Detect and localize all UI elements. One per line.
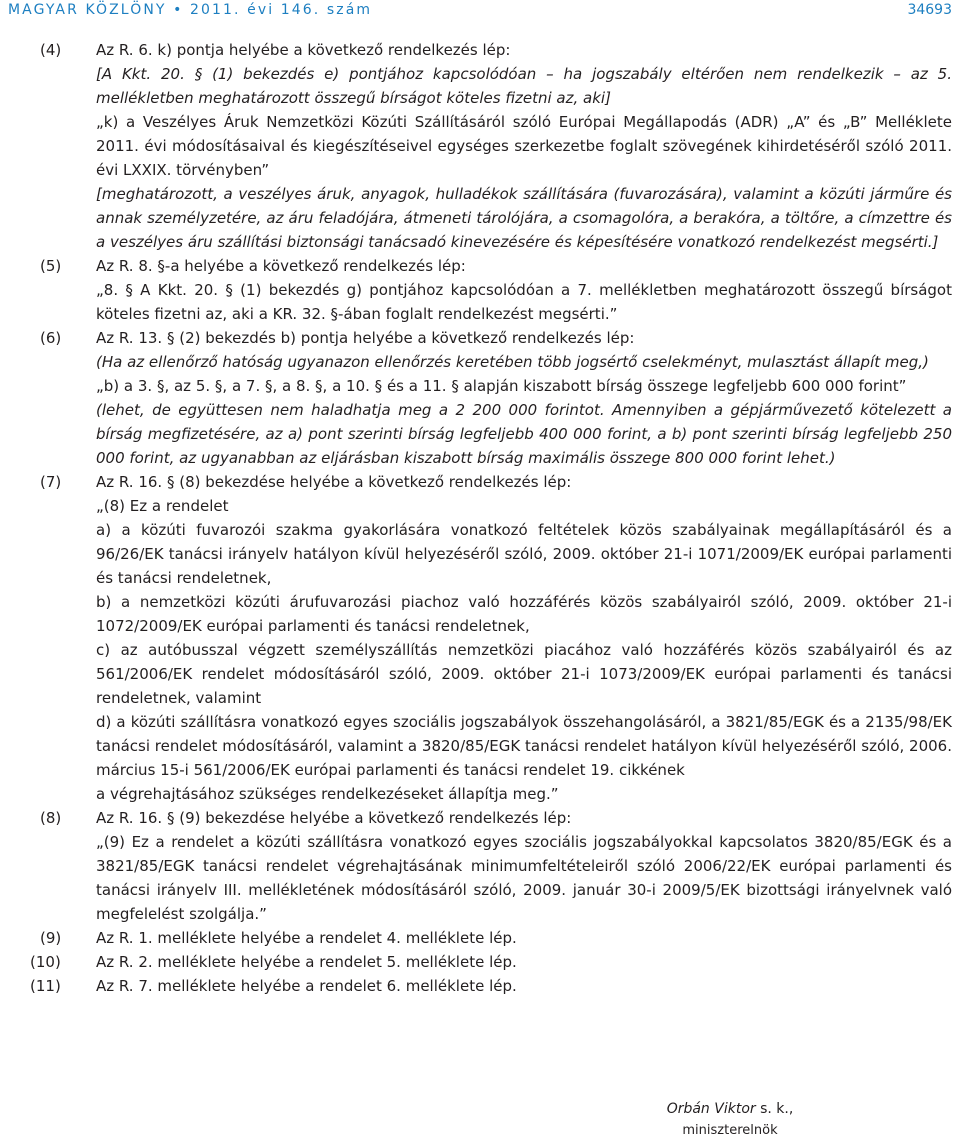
provision-text: Az R. 8. §-a helyébe a következő rendelkezés lép: <box>96 257 466 275</box>
provision-text: b) a nemzetközi közúti árufuvarozási piachoz való hozzáférés közös szabályairól szóló, 2009. október 21-i 1072/2009/EK európai parlamenti és tanácsi rendeletnek, <box>96 593 952 635</box>
provision-text: Az R. 1. melléklete helyébe a rendelet 4. melléklete lép. <box>96 929 517 947</box>
quoted-context-text: (lehet, de együttesen nem haladhatja meg a 2 200 000 forintot. Amennyiben a gépjárművezető kötelezett a bírság megfizetésére, az a) pont szerinti bírság legfeljebb 400 000 forint, a b) pont szerinti bírság legfeljebb 250 000 forint, az ugyanabban az eljárásban kiszabott bírság maximális összege 800 000 forint lehet.) <box>96 401 952 467</box>
paragraph-item <box>0 950 960 974</box>
provision-text: „(9) Ez a rendelet a közúti szállításra vonatkozó egyes szociális jogszabályokkal kapcsolatos 3820/85/EGK és a 3821/85/EGK tanácsi rendelet végrehajtásának minimumfeltételeiről szóló 2006/22/EK európai parlamenti és tanácsi irányelv III. mellékletének módosításáról szóló, 2009. január 30-i 2009/5/EK bizottsági irányelvnek való megfelelést szolgálja.” <box>96 833 952 923</box>
paragraph-item <box>0 38 960 254</box>
provision-text: „8. § A Kkt. 20. § (1) bekezdés g) pontjához kapcsolódóan a 7. mellékletben meghatározott összegű bírságot köteles fizetni az, aki a KR. 32. §-ában foglalt rendelkezést megsérti.” <box>96 281 952 323</box>
provision-text: a) a közúti fuvarozói szakma gyakorlására vonatkozó feltételek közös szabályainak megállapításáról és a 96/26/EK tanácsi irányelv hatályon kívül helyezéséről szóló, 2009. október 21-i 1071/2009/EK európai parlamenti és tanácsi rendeletnek, <box>96 521 952 587</box>
provision-text: „(8) Ez a rendelet <box>96 497 229 515</box>
quoted-context-text: [A Kkt. 20. § (1) bekezdés e) pontjához kapcsolódóan – ha jogszabály eltérően nem rendelkezik – az 5. mellékletben meghatározott összegű bírságot köteles fizetni az, aki] <box>96 65 952 107</box>
paragraph-number: (4) <box>40 41 62 59</box>
provision-text: c) az autóbusszal végzett személyszállítás nemzetközi piacához való hozzáférés közös szabályairól és az 561/2006/EK rendelet módosításáról szóló, 2009. október 21-i 1073/2009/EK európai parlamenti és tanácsi rendeletnek, valamint <box>96 641 952 707</box>
signatory-name: Orbán Viktor <box>666 1101 756 1117</box>
quoted-context-text: [meghatározott, a veszélyes áruk, anyagok, hulladékok szállítására (fuvarozására), valamint a közúti járműre és annak személyzetére, az áru feladójára, átmeneti tárolójára, a csomagolóra, a berakóra, a töltőre, a címzettre és a veszélyes áru szállítási biztonsági tanácsadó kinevezésére és képesítésére vonatkozó rendelkezést megsérti.] <box>96 185 952 251</box>
provision-text: d) a közúti szállításra vonatkozó egyes szociális jogszabályok összehangolásáról, a 3821/85/EGK és a 2135/98/EK tanácsi rendelet módosításáról, valamint a 3820/85/EGK tanácsi rendelet hatályon kívül helyezéséről szóló, 2006. március 15-i 561/2006/EK európai parlamenti és tanácsi rendelet 19. cikkének <box>96 713 952 779</box>
quoted-context-text: (Ha az ellenőrző hatóság ugyanazon ellenőrzés keretében több jogsértő cselekményt, mulasztást állapít meg,) <box>96 353 929 371</box>
paragraph-item <box>0 254 960 326</box>
paragraph-number: (9) <box>40 929 62 947</box>
provision-text: Az R. 7. melléklete helyébe a rendelet 6. melléklete lép. <box>96 977 517 995</box>
provision-text: a végrehajtásához szükséges rendelkezéseket állapítja meg.” <box>96 785 559 803</box>
paragraph-item <box>0 806 960 926</box>
paragraph-item <box>0 470 960 806</box>
page-header <box>8 0 952 20</box>
provision-text: Az R. 16. § (8) bekezdése helyébe a következő rendelkezés lép: <box>96 473 572 491</box>
paragraph-number: (8) <box>40 809 62 827</box>
provision-text: Az R. 6. k) pontja helyébe a következő rendelkezés lép: <box>96 41 511 59</box>
paragraph-number: (11) <box>30 977 61 995</box>
publication-title: MAGYAR KÖZLÖNY • 2011. évi 146. szám <box>8 2 373 18</box>
signatory-role: miniszterelnök <box>682 1123 778 1138</box>
paragraph-item <box>0 326 960 470</box>
paragraph-item <box>0 974 960 998</box>
provision-text: Az R. 16. § (9) bekezdése helyébe a következő rendelkezés lép: <box>96 809 572 827</box>
signature-block <box>650 1098 810 1142</box>
page-number: 34693 <box>907 2 952 18</box>
provision-text: „b) a 3. §, az 5. §, a 7. §, a 8. §, a 10. § és a 11. § alapján kiszabott bírság összege legfeljebb 600 000 forint” <box>96 377 907 395</box>
provision-text: Az R. 2. melléklete helyébe a rendelet 5. melléklete lép. <box>96 953 517 971</box>
provision-text: „k) a Veszélyes Áruk Nemzetközi Közúti Szállításáról szóló Európai Megállapodás (ADR) „A” és „B” Melléklete 2011. évi módosításaival és kiegészítéseivel egységes szerkezetbe foglalt szövegének kihirdetéséről szóló 2011. évi LXXIX. törvényben” <box>96 113 952 179</box>
signatory-suffix: s. k., <box>755 1101 794 1117</box>
document-body <box>0 38 960 998</box>
paragraph-item <box>0 926 960 950</box>
paragraph-number: (7) <box>40 473 62 491</box>
provision-text: Az R. 13. § (2) bekezdés b) pontja helyébe a következő rendelkezés lép: <box>96 329 635 347</box>
paragraph-number: (10) <box>30 953 61 971</box>
paragraph-number: (5) <box>40 257 62 275</box>
paragraph-number: (6) <box>40 329 62 347</box>
